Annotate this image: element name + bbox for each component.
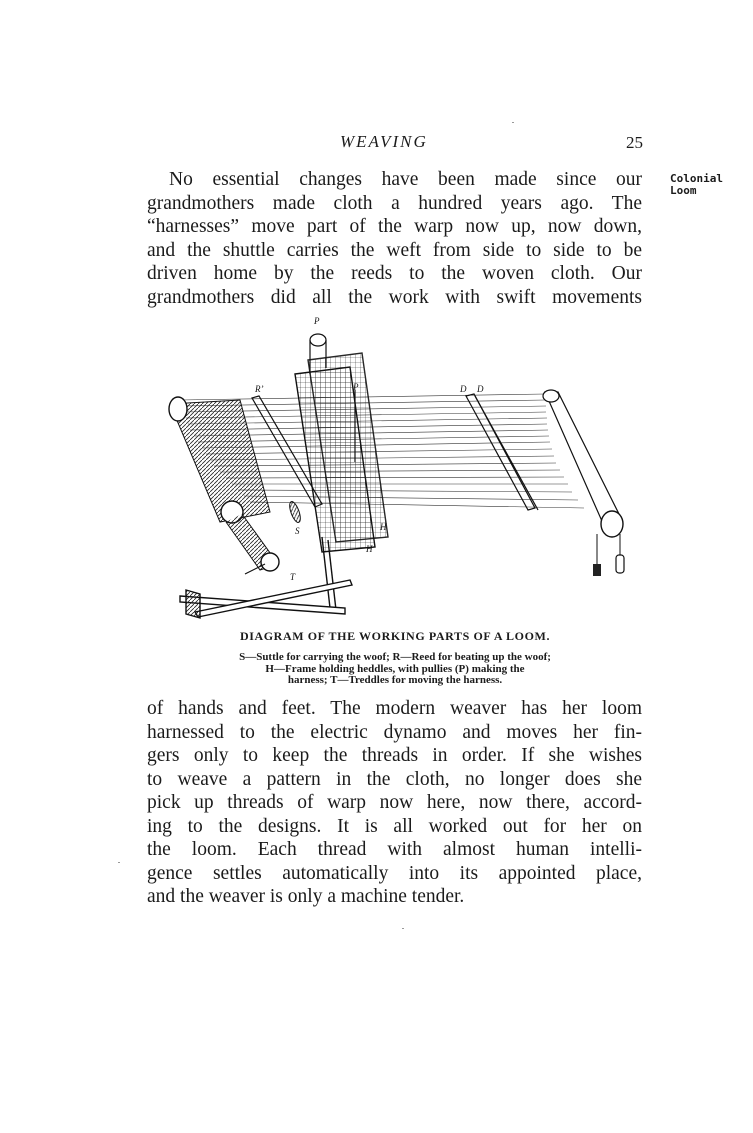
- back-roller: [543, 390, 624, 576]
- figure-caption-title: DIAGRAM OF THE WORKING PARTS OF A LOOM.: [239, 629, 551, 643]
- scan-speck: [512, 122, 514, 123]
- label-d2: D: [477, 384, 484, 394]
- text-line: driven home by the reeds to the woven cloth. Our: [147, 263, 642, 284]
- loom-diagram: [150, 312, 645, 624]
- caption-line: S—Suttle for carrying the woof; R—Reed for beating up the woof;: [239, 651, 551, 663]
- text-line: of hands and feet. The modern weaver has her loom: [147, 698, 642, 719]
- margin-note-line: Colonial: [670, 172, 723, 185]
- label-h1: H: [380, 522, 387, 532]
- page-number: 25: [626, 133, 643, 152]
- text-line: No essential changes have been made since our: [169, 169, 642, 190]
- front-roller: [169, 397, 279, 574]
- paragraph-1: [147, 168, 642, 309]
- scan-speck: [402, 928, 404, 929]
- label-d1: D: [460, 384, 467, 394]
- label-p-mid: P: [353, 382, 359, 392]
- margin-note-line: Loom: [670, 184, 697, 197]
- label-r-prime: R’: [255, 384, 264, 394]
- paragraph-2: [147, 697, 642, 909]
- text-line: ing to the designs. It is all worked out for her on: [147, 815, 642, 837]
- label-p-top: P: [314, 316, 320, 326]
- text-line: the loom. Each thread with almost human intelli-: [147, 839, 642, 860]
- text-line: and the shuttle carries the weft from side to side to be: [147, 239, 642, 261]
- caption-line: harness; T—Treddles for moving the harness.: [287, 674, 503, 686]
- text-line: grandmothers made cloth a hundred years ago. The: [147, 192, 642, 214]
- label-s: S: [295, 526, 300, 536]
- text-line: to weave a pattern in the cloth, no longer does she: [147, 768, 642, 790]
- label-h2: H: [366, 544, 373, 554]
- heddle-frames: [295, 334, 388, 552]
- text-line: harnessed to the electric dynamo and moves her fin-: [147, 721, 642, 743]
- text-line: and the weaver is only a machine tender.: [147, 886, 465, 907]
- scan-speck: [118, 862, 120, 863]
- text-line: grandmothers did all the work with swift movements: [147, 286, 642, 308]
- running-header: WEAVING: [340, 132, 428, 151]
- text-line: gers only to keep the threads in order. If she wishes: [147, 745, 642, 766]
- text-line: “harnesses” move part of the warp now up, now down,: [147, 216, 642, 237]
- reed-frames: [252, 394, 538, 510]
- label-t: T: [290, 572, 296, 582]
- text-line: gence settles automatically into its appointed place,: [147, 862, 642, 884]
- text-line: pick up threads of warp now here, now there, accord-: [147, 792, 642, 813]
- caption-line: H—Frame holding heddles, with pullies (P) making the: [265, 662, 525, 675]
- margin-note: [670, 173, 750, 197]
- figure-caption: [150, 652, 640, 687]
- shuttle: [287, 500, 302, 523]
